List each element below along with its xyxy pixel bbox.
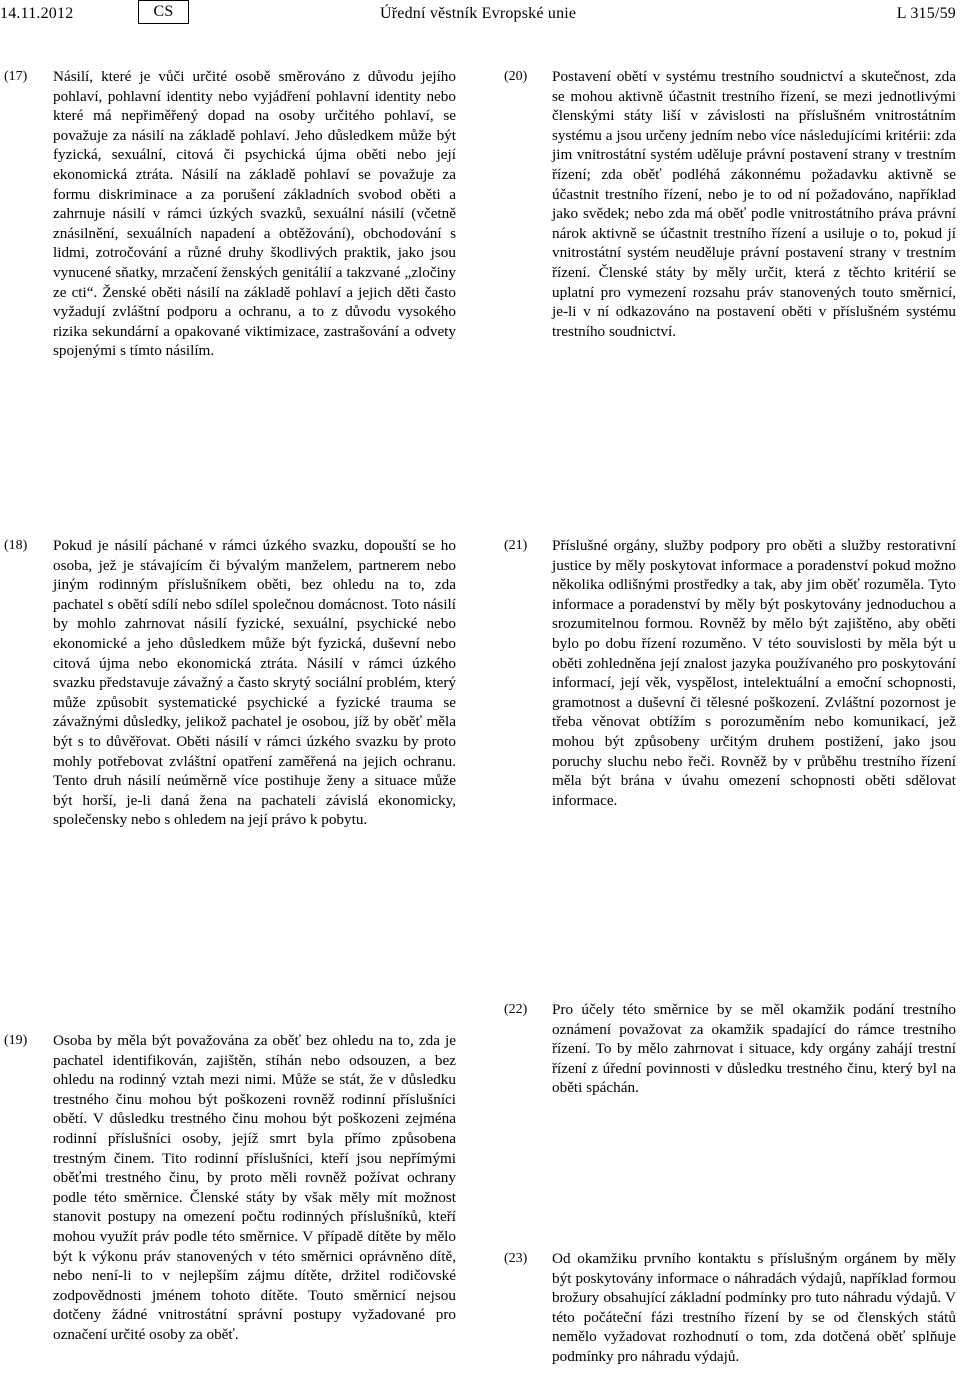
recital-text: Osoba by měla být považována za oběť bez ohledu na to, zda je pachatel identifikován, zajištěn, stíhán nebo odsouzen, a bez ohledu na rodinný vztah mezi nimi. Může se stát, že v důsledku trestného činu mohou být poškozeni rovněž rodinní příslušníci obětí. V důsledku trestného činu mohou být poškozeni zejména rodinní příslušníci osoby, jejíž smrt byla přímo způsobena trestným činem. Tito rodinní příslušníci, kteří jsou nepřímými oběťmi trestného činu, by proto měli rovněž požívat ochrany podle této směrnice. Členské státy by však měly mít možnost stanovit postupy na omezení počtu rodinných příslušníků, kteří mohou využít práv podle této směrnice. V případě dítěte by mělo být k výkonu práv stanovených v této směrnici oprávněno dítě, nebo není-li to v nejlepším zájmu dítěte, držitel rodičovské zodpovědnosti jménem tohoto dítěte. Touto směrnicí nejsou dotčeny žádné vnitrostátní správní postupy vyžadované pro označení určité osoby za oběť. — [53, 1032, 456, 1343]
recital-number: (18) — [4, 538, 28, 553]
recital-number: (22) — [504, 1002, 528, 1017]
page-reference: L 315/59 — [896, 5, 956, 22]
recital-number: (23) — [504, 1251, 528, 1266]
recital-number: (21) — [504, 538, 528, 553]
recital-number: (19) — [4, 1033, 28, 1048]
recital-text: Postavení obětí v systému trestního soudnictví a skutečnost, zda se mohou aktivně účastnit trestního řízení, se mezi jednotlivými členskými státy liší v závislosti na příslušném vnitrostátním systému a jsou určeny jedním nebo více následujícími kritérii: zda jim vnitrostátní systém uděluje právní postavení strany v trestním řízení; zda oběť podléhá zákonnému požadavku aktivně se účastnit trestního řízení, nebo je to od ní požadováno, například jako svědek; nebo zda má oběť podle vnitrostátního práva právní nárok aktivně se účastnit trestního řízení a usiluje o to, pokud jí vnitrostátní systém neuděluje právní postavení strany v trestním řízení. Členské státy by měly určit, která z těchto kritérií se uplatní pro vymezení rozsahu práv stanovených touto směrnicí, je-li v ní odkazováno na postavení oběti v příslušném systému trestního soudnictví. — [552, 68, 956, 340]
recital-number: (20) — [504, 69, 528, 84]
recital-number: (17) — [4, 69, 28, 84]
recital-text: Pro účely této směrnice by se měl okamžik podání trestního oznámení považovat za okamžik spadající do rámce trestního řízení. To by mělo zahrnovat i situace, kdy orgány zahájí trestní řízení z úřední povinnosti v důsledku trestného činu, který byl na oběti spáchán. — [552, 1001, 956, 1097]
language-code-box: CS — [138, 0, 189, 24]
recital-text: Příslušné orgány, služby podpory pro oběti a služby restorativní justice by měly poskytovat informace a poradenství pokud možno několika odlišnými prostředky a tak, aby jim oběť rozuměla. Tyto informace a poradenství by měly být poskytovány jednoduchou a srozumitelnou formou. Rovněž by mělo být zajištěno, aby oběti bylo po dobu řízení rozuměno. V této souvislosti by měla být u oběti zohledněna její znalost jazyka používaného pro poskytování informací, její věk, vyspělost, intelektuální a emoční schopnosti, gramotnost a duševní či tělesné poškození. Zvláštní pozornost je třeba věnovat obtížím s porozuměním nebo komunikací, jež mohou být způsobeny určitým druhem postižení, jako jsou poruchy sluchu nebo řeči. Rovněž by v průběhu trestního řízení měla být brána v úvahu omezení schopnosti oběti sdělovat informace. — [552, 537, 956, 809]
recital-text: Od okamžiku prvního kontaktu s příslušným orgánem by měly být poskytovány informace o náhradách výdajů, například formou brožury obsahující základní podmínky pro tuto náhradu výdajů. V této počáteční fázi trestního řízení by se od členských států nemělo vyžadovat rozhodnutí o tom, zda dotčená oběť splňuje podmínky pro náhradu výdajů. — [552, 1250, 956, 1365]
page-header — [0, 0, 960, 34]
recital-text: Násilí, které je vůči určité osobě směrováno z důvodu jejího pohlaví, pohlavní identity nebo vyjádření pohlavní identity nebo které má nepřiměřený dopad na osoby určitého pohlaví, se považuje za násilí na základě pohlaví. Jeho důsledkem může být fyzická, sexuální, citová či psychická újma oběti nebo její ekonomická ztráta. Násilí na základě pohlaví se považuje za formu diskriminace a za porušení základních svobod oběti a zahrnuje násilí v rámci úzkých svazků, sexuální násilí (včetně znásilnění, sexuálních napadení a obtěžování), obchodování s lidmi, zotročování a různé druhy škodlivých praktik, jako jsou vynucené sňatky, mrzačení ženských genitálií a takzvané „zločiny ze cti“. Ženské oběti násilí na základě pohlaví a jejich děti často vyžadují zvláštní podporu a ochranu, a to z důvodu vysokého rizika sekundární a opakované viktimizace, zastrašování a odvety spojenými s tímto násilím. — [53, 68, 456, 360]
recital-text: Pokud je násilí páchané v rámci úzkého svazku, dopouští se ho osoba, jež je stávajícím či bývalým manželem, partnerem nebo jiným rodinným příslušníkem oběti, bez ohledu na to, zda pachatel s obětí sdílí nebo sdílel společnou domácnost. Toto násilí by mohlo zahrnovat násilí fyzické, sexuální, psychické nebo ekonomické a jeho důsledkem může být fyzická, duševní nebo citová újma nebo ekonomická ztráta. Násilí v rámci úzkého svazku představuje závažný a často skrytý sociální problém, který může způsobit systematické psychické a fyzické trauma se závažnými důsledky, jelikož pachatel je osobou, jíž by oběť měla být s to důvěřovat. Oběti násilí v rámci úzkého svazku by proto mohly potřebovat zvláštní opatření zaměřená na jejich ochranu. Tento druh násilí neúměrně více postihuje ženy a situace může být horší, je-li daná žena na pachateli závislá ekonomicky, společensky nebo s ohledem na její právo k pobytu. — [53, 537, 456, 829]
journal-title: Úřední věstník Evropské unie — [380, 5, 577, 22]
publication-date: 14.11.2012 — [0, 5, 74, 22]
